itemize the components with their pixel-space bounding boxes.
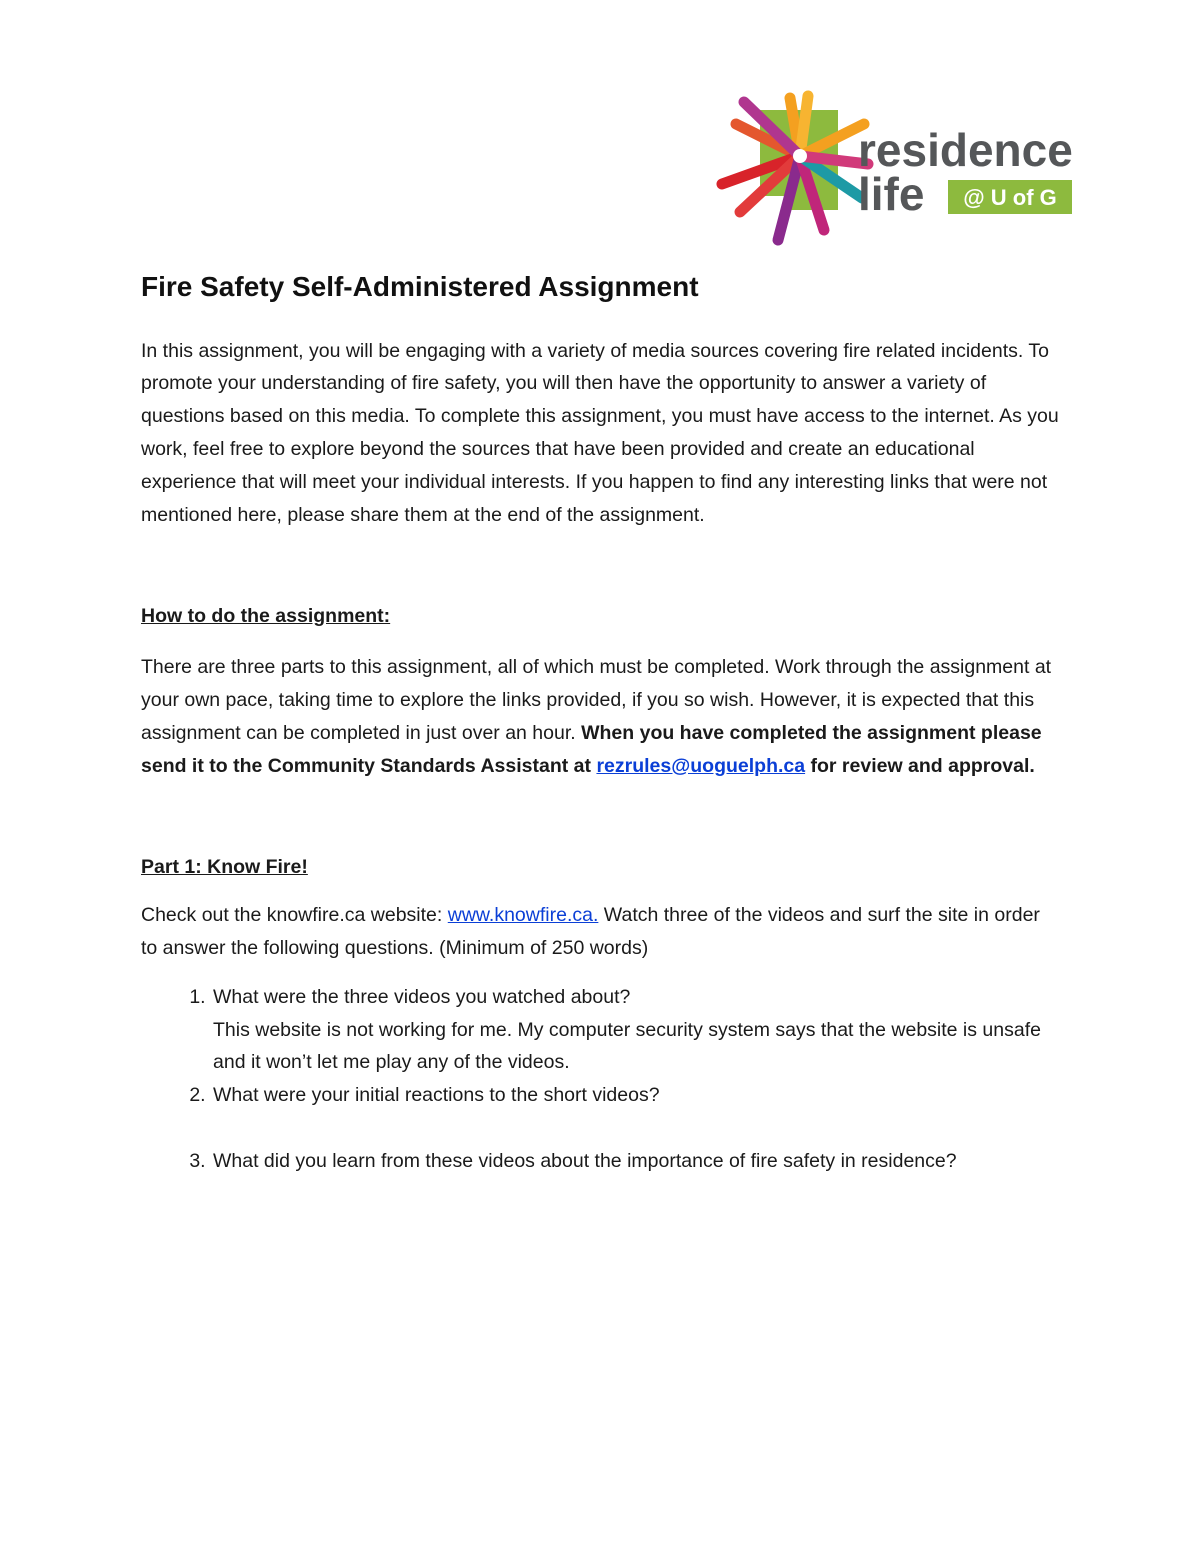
list-item <box>211 1145 1061 1178</box>
email-link[interactable]: rezrules@uoguelph.ca <box>596 754 806 777</box>
part1-paragraph <box>141 899 1061 965</box>
knowfire-link[interactable]: www.knowfire.ca. <box>447 904 599 927</box>
part1-text-after: Watch three of the videos and surf the site in order to answer the following questions. (Minimum of 250 words) <box>141 904 1040 959</box>
howto-paragraph <box>141 651 1061 782</box>
part1-text-before: Check out the knowfire.ca website: <box>141 904 448 927</box>
logo-word-life: life <box>858 168 925 220</box>
intro-paragraph: In this assignment, you will be engaging with a variety of media sources covering fire related incidents. To promote your understanding of fire safety, you will then have the opportunity to answer a variety of questions based on this media. To complete this assignment, you must have access to the internet. As you work, feel free to explore beyond the sources that have been provided and create an educational experience that will meet your individual interests. If you happen to find any interesting links that were not mentioned here, please share them at the end of the assignment. <box>141 339 1059 526</box>
list-item <box>211 981 1061 1079</box>
logo-badge-text: @ U of G <box>963 185 1057 210</box>
question-text: What were your initial reactions to the short videos? <box>213 1084 660 1107</box>
question-text: What were the three videos you watched about? <box>213 985 631 1008</box>
document-content <box>141 270 1061 1178</box>
howto-bold-end: for review and approval. <box>805 754 1035 777</box>
logo-word-residence: residence <box>858 124 1073 176</box>
logo-starburst <box>722 96 868 240</box>
document-title: Fire Safety Self-Administered Assignment <box>141 271 699 302</box>
howto-heading: How to do the assignment: <box>141 605 391 628</box>
answer-text[interactable]: This website is not working for me. My computer security system says that the website is unsafe and it won’t let me play any of the videos. <box>213 1018 1041 1074</box>
part1-heading: Part 1: Know Fire! <box>141 856 308 879</box>
list-item <box>211 1079 1061 1112</box>
howto-text: There are three parts to this assignment, all of which must be completed. Work through the assignment at your own pace, taking time to explore the links provided, if you so wish. However, it is expected that this assignment can be completed in just over an hour. <box>141 656 1052 744</box>
question-text: What did you learn from these videos about the importance of fire safety in residence? <box>213 1149 957 1172</box>
howto-bold-text: When you have completed the assignment please send it to the Community Standards Assistant at <box>141 721 1042 777</box>
question-list <box>141 981 1061 1178</box>
residence-life-logo <box>712 88 1082 253</box>
logo-center-dot <box>793 149 807 163</box>
